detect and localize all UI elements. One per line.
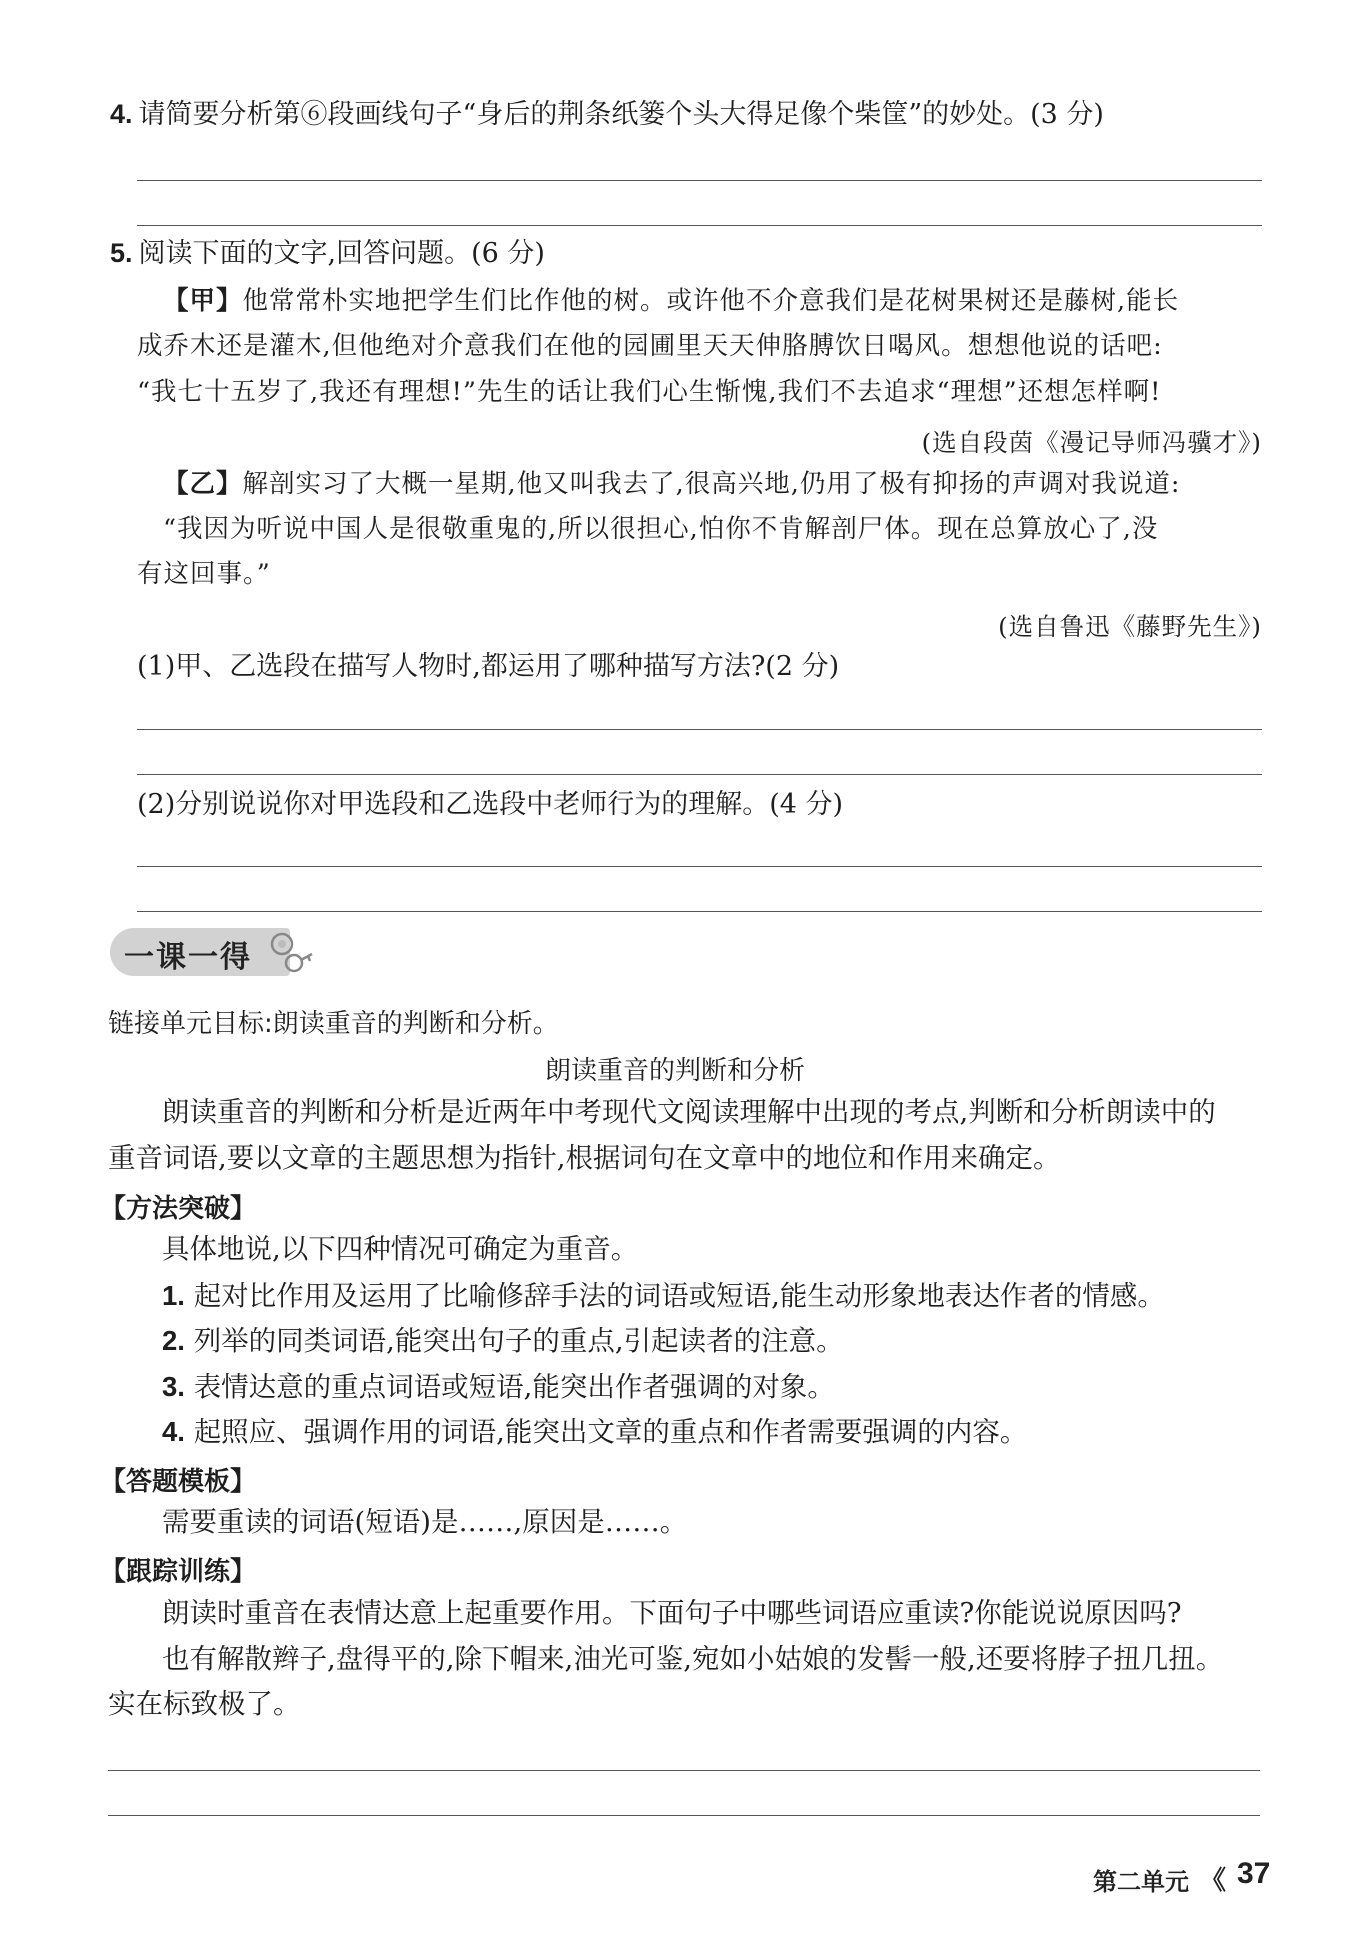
answer-line[interactable] bbox=[137, 225, 1262, 226]
passage-yi-source: (选自鲁迅《藤野先生》) bbox=[998, 612, 1262, 641]
subquestion-1: (1)甲、乙选段在描写人物时,都运用了哪种描写方法?(2 分) bbox=[137, 651, 840, 682]
method-intro: 具体地说,以下四种情况可确定为重音。 bbox=[162, 1233, 639, 1265]
method-text: 表情达意的重点词语或短语,能突出作者强调的对象。 bbox=[193, 1371, 835, 1403]
passage-yi-line-1 bbox=[163, 469, 1180, 500]
page-number: 37 bbox=[1237, 1857, 1271, 1890]
section-badge-label: 一课一得 bbox=[124, 940, 252, 975]
method-item bbox=[162, 1415, 1027, 1449]
passage-jia-line-2: 成乔木还是灌木,但他绝对介意我们在他的园圃里天天伸胳膊饮日喝风。想想他说的话吧: bbox=[137, 331, 1163, 361]
practice-line-1: 朗读时重音在表情达意上起重要作用。下面句子中哪些词语应重读?你能说说原因吗? bbox=[162, 1597, 1182, 1629]
intro-line-2: 重音词语,要以文章的主题思想为指针,根据词句在文章中的地位和作用来确定。 bbox=[108, 1142, 1061, 1174]
method-item bbox=[162, 1324, 844, 1358]
method-heading: 【方法突破】 bbox=[100, 1194, 257, 1224]
template-text: 需要重读的词语(短语)是……,原因是……。 bbox=[162, 1506, 688, 1538]
practice-heading: 【跟踪训练】 bbox=[100, 1557, 257, 1587]
question-number: 5. bbox=[110, 238, 133, 268]
answer-line[interactable] bbox=[137, 774, 1262, 775]
double-chevron-icon: 《 bbox=[1200, 1866, 1227, 1896]
method-number: 2. bbox=[162, 1325, 185, 1356]
method-item bbox=[162, 1279, 1165, 1313]
lock-key-icon bbox=[266, 930, 314, 976]
intro-line-1: 朗读重音的判断和分析是近两年中考现代文阅读理解中出现的考点,判断和分析朗读中的 bbox=[162, 1096, 1216, 1128]
answer-line[interactable] bbox=[137, 911, 1262, 912]
passage-text: 解剖实习了大概一星期,他又叫我去了,很高兴地,仍用了极有抑扬的声调对我说道: bbox=[242, 469, 1181, 499]
question-4 bbox=[110, 98, 1104, 131]
method-number: 3. bbox=[162, 1371, 185, 1402]
answer-line[interactable] bbox=[137, 180, 1262, 181]
passage-yi-line-3: 有这回事。” bbox=[137, 559, 271, 589]
passage-tag-jia: 【甲】 bbox=[163, 287, 243, 315]
method-number: 4. bbox=[162, 1416, 185, 1447]
passage-jia-line-1 bbox=[163, 286, 1179, 317]
answer-line[interactable] bbox=[108, 1770, 1260, 1771]
method-number: 1. bbox=[162, 1280, 185, 1311]
passage-tag-yi: 【乙】 bbox=[163, 470, 243, 498]
passage-jia-source: (选自段茵《漫记导师冯骥才》) bbox=[921, 428, 1262, 457]
practice-line-2: 也有解散辫子,盘得平的,除下帽来,油光可鉴,宛如小姑娘的发髻一般,还要将脖子扭几扭。 bbox=[162, 1643, 1224, 1675]
template-heading: 【答题模板】 bbox=[100, 1467, 257, 1497]
passage-yi-line-2: “我因为听说中国人是很敬重鬼的,所以很担心,怕你不肯解剖尸体。现在总算放心了,没 bbox=[163, 514, 1159, 544]
question-text: 阅读下面的文字,回答问题。(6 分) bbox=[138, 238, 545, 269]
question-text: 请简要分析第⑥段画线句子“身后的荆条纸篓个头大得足像个柴筐”的妙处。(3 分) bbox=[138, 99, 1104, 130]
subquestion-2: (2)分别说说你对甲选段和乙选段中老师行为的理解。(4 分) bbox=[137, 789, 844, 820]
answer-line[interactable] bbox=[137, 866, 1262, 867]
practice-line-3: 实在标致极了。 bbox=[108, 1688, 301, 1720]
passage-text: 他常常朴实地把学生们比作他的树。或许他不介意我们是花树果树还是藤树,能长 bbox=[242, 286, 1180, 316]
answer-line[interactable] bbox=[108, 1815, 1260, 1816]
question-5 bbox=[110, 237, 545, 270]
method-text: 起对比作用及运用了比喻修辞手法的词语或短语,能生动形象地表达作者的情感。 bbox=[193, 1280, 1165, 1312]
unit-goal-link: 链接单元目标:朗读重音的判断和分析。 bbox=[108, 1009, 559, 1039]
method-item bbox=[162, 1370, 835, 1404]
method-text: 起照应、强调作用的词语,能突出文章的重点和作者需要强调的内容。 bbox=[193, 1416, 1028, 1448]
method-text: 列举的同类词语,能突出句子的重点,引起读者的注意。 bbox=[193, 1325, 844, 1357]
passage-jia-line-3: “我七十五岁了,我还有理想!”先生的话让我们心生惭愧,我们不去追求“理想”还想怎样啊! bbox=[137, 377, 1162, 407]
question-number: 4. bbox=[110, 99, 133, 129]
answer-line[interactable] bbox=[137, 729, 1262, 730]
footer-unit-label: 第二单元 bbox=[1093, 1868, 1189, 1896]
section-title: 朗读重音的判断和分析 bbox=[544, 1056, 805, 1086]
